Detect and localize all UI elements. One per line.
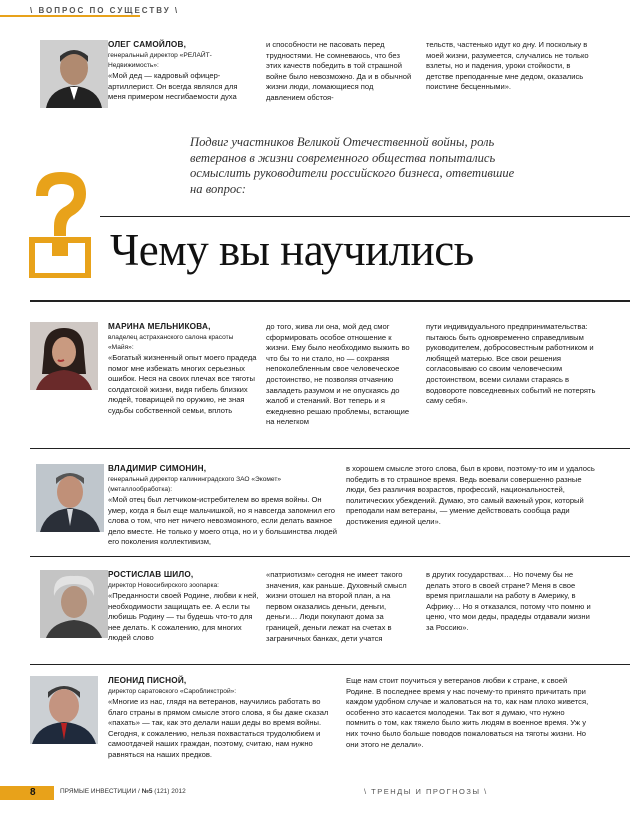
divider <box>30 300 630 302</box>
text-column <box>108 581 260 644</box>
page-title: Чему вы научились <box>110 225 474 275</box>
rubric-header: \ ВОПРОС ПО СУЩЕСТВУ \ <box>30 6 180 15</box>
quote-text: «Преданности своей Родине, любви к ней, необходимости защищать ее. А если ты любишь Родину — ты будешь что-то для нее делать. К сожалению, для многих людей слово <box>108 591 259 643</box>
divider <box>30 448 630 449</box>
avatar <box>30 676 98 744</box>
divider <box>100 216 630 217</box>
text-column: в других государствах… Но почему бы не делать этого в своей стране? Меня в свое время приглашали на работу в Америку, в Африку… Но я отказался, потому что помню и ценю, что мои деды, прадеды отдавали жизни за Россию». <box>426 570 591 632</box>
person-role: генеральный директор «РЕЛАЙТ-Недвижимость»: <box>108 52 212 69</box>
page-number: 8 <box>0 786 54 800</box>
text-column: пути индивидуального предпринимательства: пытаюсь быть одновременно справедливым руководителем, добросовестным работником и любящей матерью. Все свои решения согласовываю со своим человеческим достоинством, всеми силами стараясь в водовороте повседневных событий не потерять саму себя». <box>426 322 596 406</box>
person-role: директор саратовского «Саробликстрой»: <box>108 688 237 695</box>
person-name: МАРИНА МЕЛЬНИКОВА, <box>108 322 211 331</box>
intro-text: Подвиг участников Великой Отечественной войны, роль ветеранов в жизни современного общества попытались осмыслить руководители российского бизнеса, ответившие на вопрос: <box>190 135 515 196</box>
divider <box>30 664 630 665</box>
issue-number: №5 <box>141 788 153 795</box>
text-column: тельств, частенько идут ко дну. И поскольку в моей жизни, разумеется, случались не только взлеты, но и падения, уроки стойкости, в детстве преподанные мне дедом, оказались поистине бесценными». <box>426 40 589 92</box>
person-name: ОЛЕГ САМОЙЛОВ, <box>108 40 187 49</box>
person-name: ВЛАДИМИР СИМОНИН, <box>108 464 207 473</box>
text-column: «патриотизм» сегодня не имеет такого значения, как раньше. Духовный смысл жизни отошел на второй план, а на первом оказались деньги, деньги, деньги… Люди покупают дома за границей, деньги лежат на счетах в заграничных банках, дети учатся <box>266 570 407 643</box>
quote-text: «Мой дед — кадровый офицер-артиллерист. Он всегда являлся для меня примером несгибаемости духа <box>108 71 238 102</box>
magazine-name: ПРЯМЫЕ ИНВЕСТИЦИИ / <box>60 788 142 795</box>
person-name: ЛЕОНИД ПИСНОЙ, <box>108 676 187 685</box>
person-name: РОСТИСЛАВ ШИЛО, <box>108 570 194 579</box>
divider <box>30 556 630 557</box>
text-column <box>108 687 340 761</box>
person-role: директор Новосибирского зоопарка: <box>108 582 219 589</box>
text-column: до того, жива ли она, мой дед смог сформировать особое отношение к жизни. Ему было необходимо выжить во что бы то ни стало, но — сохраняя непоколебленным свое человеческое достоинство, не позволяя отчаянию завладеть разумом и не опускаясь до жалоб и стенаний. Вот теперь и я ежедневно решаю проблемы, встающие на нелегком <box>266 322 410 427</box>
quote-text: «Мой отец был летчиком-истребителем во время войны. Он умер, когда я был еще мальчишкой, но я навсегда запомнил его слова о том, что нет ничего невозможного, если делать важное дело вместе. Не только у моего отца, но и у большинства людей его поколения коллективизм, <box>108 495 338 547</box>
text-column: в хорошем смысле этого слова, был в крови, поэтому-то им и удалось победить в то страшное время. Ведь воевали совершенно разные люди, без различия возрастов, профессий, национальностей, политических убеждений. Думаю, это самый важный урок, который преподали нам ветераны, — умение действовать сообща ради достижения единой цели». <box>346 464 595 526</box>
quote-text: «Многие из нас, глядя на ветеранов, научились работать во благо страны в прямом смысле этого слова, я бы даже сказал «пахать» — так, как это делали наши деды во время войны. Сегодня, к сожалению, нельзя похвастаться трудолюбием и самоотдачей наших граждан, поэтому, считаю, нам нужно равняться на наших предков. <box>108 697 329 759</box>
text-column: и способности не пасовать перед трудностями. Не сомневаюсь, что без этих качеств победить в той страшной войне было невозможно. Да и в обычной жизни люди, ломающиеся под давлением обстоя- <box>266 40 412 102</box>
magazine-issue <box>60 788 186 795</box>
text-column <box>108 51 256 103</box>
avatar <box>40 40 108 108</box>
text-column <box>108 475 338 548</box>
avatar <box>30 322 98 390</box>
question-mark-icon <box>26 168 96 278</box>
person-role: владелец астраханского салона красоты «Майя»: <box>108 334 234 351</box>
rubric-accent-bar <box>0 15 140 17</box>
text-column: Еще нам стоит поучиться у ветеранов любви к стране, к своей Родине. В последнее время у нас почему-то принято причитать при каждом удобном случае и жаловаться на то, как нам плохо живется, особенно это касается молодежи. Так вот я думаю, что нужно помнить о том, как тяжело было жить людям в военное время. Уж у них точно было больше поводов пожаловаться на тяготы жизни. Но они этого не делали». <box>346 676 589 749</box>
section-name: \ ТРЕНДЫ И ПРОГНОЗЫ \ <box>364 787 488 796</box>
avatar <box>36 464 104 532</box>
avatar <box>40 570 108 638</box>
quote-text: «Богатый жизненный опыт моего прадеда помог мне избежать многих серьезных ошибок. Неся на своих плечах все тяготы солдатской жизни, видя гибель близких людей, товарищей по оружию, не зная судьбы собственной семьи, вплоть <box>108 353 257 415</box>
person-role: генеральный директор калининградского ЗАО «Экомет» (металлообработка): <box>108 476 282 493</box>
text-column <box>108 333 258 417</box>
issue-year: (121) 2012 <box>152 788 186 795</box>
